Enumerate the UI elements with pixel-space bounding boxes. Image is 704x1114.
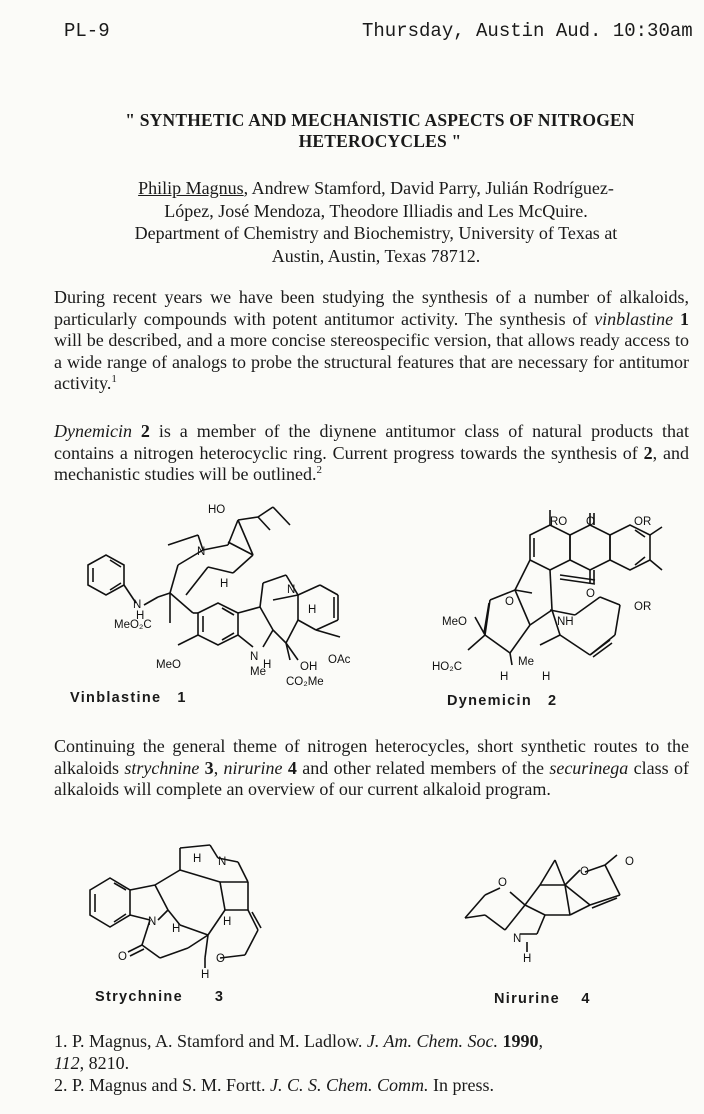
vinblastine-label-2: N (197, 546, 206, 558)
references (54, 1030, 694, 1096)
title-line-2: HETEROCYCLES " (298, 131, 462, 151)
dynemicin-term: Dynemicin (54, 421, 132, 441)
vinblastine-caption (70, 690, 187, 706)
p2-text-b: , and mechanistic studies will be outlined. (54, 442, 689, 484)
vinblastine-term: vinblastine (594, 308, 674, 329)
vinblastine-label-5: H (308, 604, 317, 616)
compound-number-2: 2 (131, 421, 150, 441)
reference-2-num: 2. (54, 1075, 68, 1095)
p3-sep: , (213, 757, 224, 778)
compound-number-3: 3 (199, 757, 214, 778)
title-line-1: " SYNTHETIC AND MECHANISTIC ASPECTS OF NITROGEN (125, 110, 635, 130)
author-line-1 (56, 177, 696, 200)
reference-1-volume: 112 (54, 1053, 80, 1073)
nirurine-label-4: N (513, 933, 522, 945)
p1-text-a: During recent years we have been studying the synthesis of a number of alkaloids, particularly compounds with potent antitumor activity. The synthesis of (54, 287, 689, 329)
dynemicin-caption-number: 2 (548, 693, 558, 709)
vinblastine-label-15: OAc (328, 654, 351, 666)
vinblastine-caption-number: 1 (177, 690, 187, 706)
dynemicin-caption-name: Dynemicin (447, 693, 533, 709)
page-title (60, 110, 700, 152)
reference-marker-1: 1 (111, 373, 117, 385)
vinblastine-label-1: HO (208, 504, 226, 516)
nirurine-caption-name: Nirurine (494, 991, 560, 1007)
abstract-paragraph-3 (54, 736, 689, 801)
vinblastine-label-11: H (263, 659, 272, 671)
abstract-paragraph-2 (54, 421, 689, 486)
author-line-2: López, José Mendoza, Theodore Illiadis and Les McQuire. (164, 200, 588, 221)
dynemicin-label-10: Me (518, 656, 534, 668)
reference-1-journal: J. Am. Chem. Soc. (366, 1031, 498, 1051)
strychnine-caption-number: 3 (214, 989, 225, 1005)
strychnine-label-5: H (223, 916, 232, 928)
nirurine-caption-number: 4 (581, 991, 591, 1007)
presenting-author: Philip Magnus (138, 178, 244, 198)
abstract-paragraph-1 (54, 287, 689, 395)
session-code: PL-9 (64, 20, 110, 42)
p3-text-c: class of alkaloids will complete an overview of our current alkaloid program. (54, 757, 690, 799)
p1-text-b: will be described, and a more concise stereospecific version, that allows ready access to a wide range of analogs to probe the structural features that are necessary for antitumor activity. (54, 330, 689, 393)
reference-2 (54, 1074, 694, 1096)
compound-number-2b: 2 (643, 442, 653, 463)
dynemicin-label-12: H (542, 671, 551, 683)
dynemicin-label-1: RO (550, 516, 568, 528)
nirurine-label-2: O (580, 866, 589, 878)
p3-text-b: and other related members of the (296, 757, 550, 778)
strychnine-label-2: N (218, 856, 227, 868)
affiliation-line-1: Department of Chemistry and Biochemistry, University of Texas at (134, 223, 618, 243)
reference-1-num: 1. (54, 1031, 68, 1051)
strychnine-caption-name: Strychnine (95, 989, 183, 1005)
vinblastine-label-8: H (136, 610, 145, 622)
dynemicin-label-9: HO₂C (432, 661, 463, 673)
strychnine-structure (80, 840, 330, 980)
compound-number-1: 1 (673, 308, 689, 329)
dynemicin-label-3: OR (634, 516, 652, 528)
p2-text-a: is a member of the diynene antitumor class of natural products that contains a nitrogen heterocyclic ring. Current progress towards the synthesis of (54, 421, 690, 463)
strychnine-label-6: O (118, 951, 127, 963)
nirurine-structure (455, 850, 655, 970)
securinega-term: securinega (549, 757, 629, 778)
dynemicin-label-2: O (586, 516, 595, 528)
vinblastine-label-4: N (287, 584, 296, 596)
dynemicin-caption (447, 693, 557, 709)
p3-text-a: Continuing the general theme of nitrogen heterocycles, short synthetic routes to the alkaloids (54, 736, 689, 778)
vinblastine-label-14: CO₂Me (286, 676, 324, 688)
reference-2-rest: In press. (428, 1075, 495, 1095)
strychnine-label-7: O (216, 953, 225, 965)
nirurine-label-3: O (625, 856, 634, 868)
reference-1-year: 1990 (497, 1031, 539, 1051)
vinblastine-label-13: OH (300, 661, 318, 673)
reference-marker-2: 2 (316, 464, 322, 476)
dynemicin-label-5: OR (634, 601, 652, 613)
reference-2-journal: J. C. S. Chem. Comm. (270, 1075, 429, 1095)
reference-1-authors: P. Magnus, A. Stamford and M. Ladlow. (72, 1031, 367, 1051)
dynemicin-label-4: O (586, 588, 595, 600)
affiliation-line-2: Austin, Austin, Texas 78712. (271, 245, 481, 266)
dynemicin-label-7: MeO (442, 616, 467, 628)
reference-1-pages: , 8210. (79, 1053, 130, 1073)
author-block (56, 177, 696, 267)
nirurine-label-1: O (498, 877, 507, 889)
dynemicin-label-11: H (500, 671, 509, 683)
vinblastine-label-7: N (133, 599, 142, 611)
vinblastine-label-10: N (250, 651, 259, 663)
vinblastine-label-9: MeO (156, 659, 181, 671)
vinblastine-label-6: MeO₂C (114, 619, 152, 631)
strychnine-term: strychnine (124, 757, 200, 778)
nirurine-term: nirurine (223, 757, 283, 778)
reference-1-sep: , (538, 1031, 543, 1051)
dynemicin-label-8: NH (557, 616, 574, 628)
vinblastine-caption-name: Vinblastine (70, 690, 162, 706)
vinblastine-label-12: Me (250, 666, 266, 678)
strychnine-label-4: H (172, 923, 181, 935)
co-authors: , Andrew Stamford, David Parry, Julián Rodríguez- (243, 178, 614, 198)
strychnine-label-8: H (201, 969, 210, 980)
dynemicin-label-6: O (505, 596, 514, 608)
nirurine-caption (494, 991, 591, 1007)
compound-number-4: 4 (282, 757, 297, 778)
vinblastine-structure (58, 495, 388, 710)
nirurine-label-5: H (523, 953, 532, 965)
strychnine-label-3: N (148, 916, 157, 928)
reference-1 (54, 1030, 694, 1074)
vinblastine-label-3: H (220, 578, 229, 590)
dynemicin-structure (420, 505, 690, 705)
strychnine-label-1: H (193, 853, 202, 865)
strychnine-caption (95, 989, 224, 1005)
reference-2-authors: P. Magnus and S. M. Fortt. (72, 1075, 271, 1095)
session-time: Thursday, Austin Aud. 10:30am (362, 20, 693, 42)
